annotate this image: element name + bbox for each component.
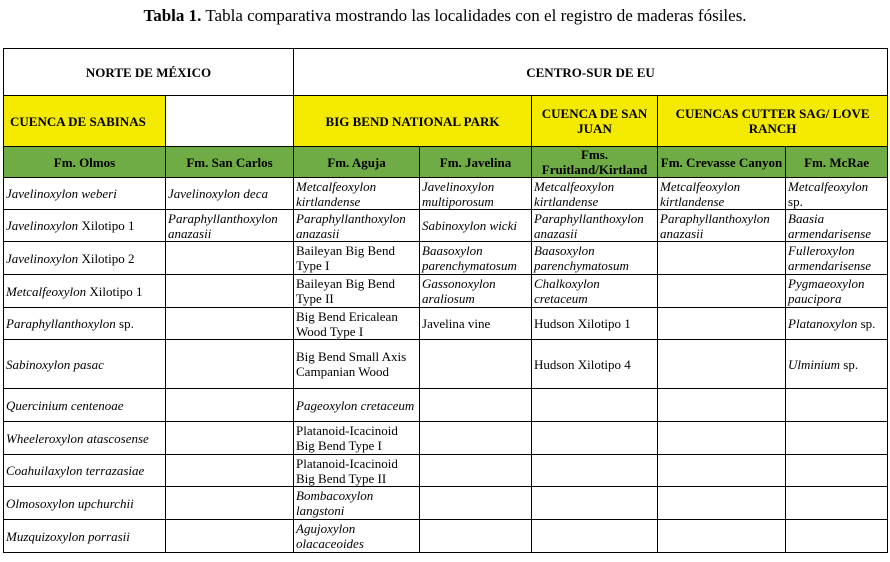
formation-header-2: Fm. Aguja [294,147,420,178]
table-cell [166,275,294,308]
table-cell: Paraphyllanthoxylon anazasii [166,210,294,242]
table-cell: Javelinoxylon weberi [4,178,166,210]
basin-sabinas-header: CUENCA DE SABINAS [4,96,166,147]
formation-header-0: Fm. Olmos [4,147,166,178]
table-cell: Quercinium centenoae [4,389,166,422]
table-body [4,178,888,553]
table-cell [166,308,294,340]
table-cell [532,422,658,455]
formation-header-4: Fms. Fruitland/Kirtland [532,147,658,178]
table-cell: Sabinoxylon pasac [4,340,166,389]
caption-text: Tabla comparativa mostrando las localidades con el registro de maderas fósiles. [205,6,747,25]
caption-label: Tabla 1. [143,6,202,25]
region-north-header: NORTE DE MÉXICO [4,49,294,96]
table-cell: Olmosoxylon upchurchii [4,487,166,520]
formation-header-6: Fm. McRae [786,147,888,178]
table-cell [420,520,532,553]
table-cell: Metcalfeoxylon kirtlandense [532,178,658,210]
table-cell: Javelinoxylon deca [166,178,294,210]
table-cell [786,389,888,422]
table-row [4,422,888,455]
table-cell [420,422,532,455]
table-cell [420,340,532,389]
table-cell: Paraphyllanthoxylon sp. [4,308,166,340]
table-cell [166,422,294,455]
table-cell [658,422,786,455]
table-cell: Metcalfeoxylon kirtlandense [294,178,420,210]
table-row [4,308,888,340]
table-cell: Metcalfeoxylon Xilotipo 1 [4,275,166,308]
table-cell [786,487,888,520]
table-cell [786,520,888,553]
table-cell: Metcalfeoxylon sp. [786,178,888,210]
table-cell: Sabinoxylon wicki [420,210,532,242]
table-cell: Big Bend Ericalean Wood Type I [294,308,420,340]
table-cell [658,340,786,389]
table-cell [532,455,658,487]
table-cell [786,422,888,455]
table-cell [658,455,786,487]
table-cell [658,520,786,553]
table-cell: Baasoxylon parenchymatosum [420,242,532,275]
table-cell [166,520,294,553]
table-cell [532,487,658,520]
basin-cutter-sag-header: CUENCAS CUTTER SAG/ LOVE RANCH [658,96,888,147]
table-cell [420,389,532,422]
table-cell [420,487,532,520]
table-cell: Platanoid-Icacinoid Big Bend Type II [294,455,420,487]
table-cell: Platanoxylon sp. [786,308,888,340]
table-cell [658,242,786,275]
table-cell [166,340,294,389]
table-cell: Chalkoxylon cretaceum [532,275,658,308]
table-cell: Metcalfeoxylon kirtlandense [658,178,786,210]
table-cell: Javelinoxylon Xilotipo 2 [4,242,166,275]
table-cell [420,455,532,487]
table-cell [658,308,786,340]
table-cell: Bombacoxylon langstoni [294,487,420,520]
table-cell: Wheeleroxylon atascosense [4,422,166,455]
table-cell: Baasia armendarisense [786,210,888,242]
table-cell: Platanoid-Icacinoid Big Bend Type I [294,422,420,455]
table-cell: Paraphyllanthoxylon anazasii [658,210,786,242]
table-cell: Gassonoxylon araliosum [420,275,532,308]
table-row [4,389,888,422]
basin-empty-cell [166,96,294,147]
table-cell: Big Bend Small Axis Campanian Wood [294,340,420,389]
basin-big-bend-header: BIG BEND NATIONAL PARK [294,96,532,147]
table-caption [0,6,890,26]
table-cell: Baileyan Big Bend Type I [294,242,420,275]
formation-header-5: Fm. Crevasse Canyon [658,147,786,178]
table-cell: Pygmaeoxylon paucipora [786,275,888,308]
table-cell: Muzquizoxylon porrasii [4,520,166,553]
table-cell: Javelinoxylon multiporosum [420,178,532,210]
table-cell [658,389,786,422]
table-cell: Fulleroxylon armendarisense [786,242,888,275]
table-cell: Agujoxylon olacaceoides [294,520,420,553]
formation-header-row [4,147,888,178]
formation-header-1: Fm. San Carlos [166,147,294,178]
table-row [4,487,888,520]
table-cell: Paraphyllanthoxylon anazasii [294,210,420,242]
table-cell [786,455,888,487]
formation-header-3: Fm. Javelina [420,147,532,178]
table-cell: Ulminium sp. [786,340,888,389]
table-cell: Baasoxylon parenchymatosum [532,242,658,275]
table-cell: Hudson Xilotipo 4 [532,340,658,389]
table-cell [166,455,294,487]
table-cell [166,242,294,275]
table-cell: Baileyan Big Bend Type II [294,275,420,308]
table-row [4,455,888,487]
table-row [4,242,888,275]
table-row [4,210,888,242]
table-cell [658,487,786,520]
table-cell: Javelina vine [420,308,532,340]
table-cell [532,389,658,422]
table-cell [166,487,294,520]
table-row [4,275,888,308]
table-cell [658,275,786,308]
table-cell: Javelinoxylon Xilotipo 1 [4,210,166,242]
table-cell [532,520,658,553]
basin-san-juan-header: CUENCA DE SAN JUAN [532,96,658,147]
table-cell: Paraphyllanthoxylon anazasii [532,210,658,242]
table-cell: Hudson Xilotipo 1 [532,308,658,340]
fossil-wood-table [3,48,888,553]
table-cell: Coahuilaxylon terrazasiae [4,455,166,487]
table-row [4,520,888,553]
table-cell: Pageoxylon cretaceum [294,389,420,422]
table-row [4,340,888,389]
table-cell [166,389,294,422]
region-south-header: CENTRO-SUR DE EU [294,49,888,96]
table-row [4,178,888,210]
